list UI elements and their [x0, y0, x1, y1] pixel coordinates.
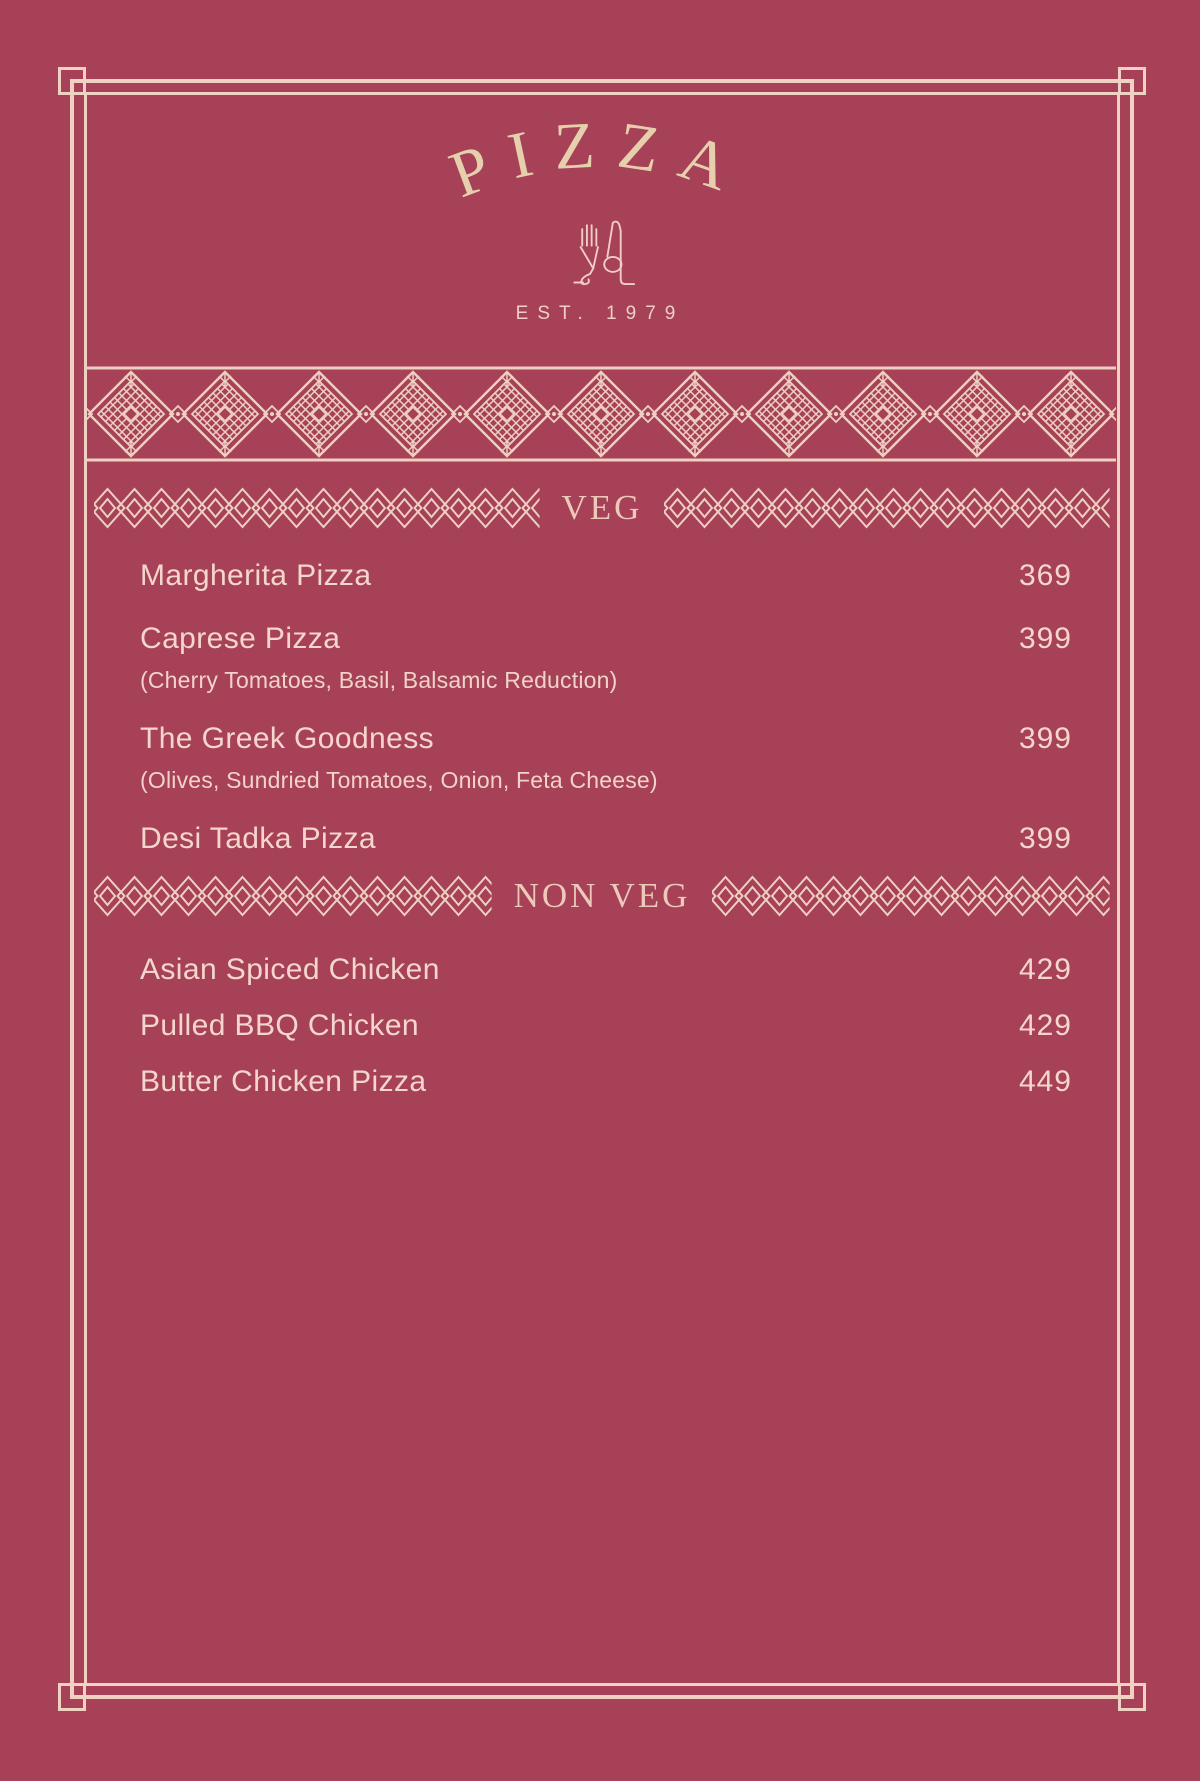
- diamond-chain-left: [94, 874, 492, 918]
- item-name: The Greek Goodness: [140, 722, 435, 755]
- svg-text:PIZZA: [441, 108, 759, 212]
- item-description: (Olives, Sundried Tomatoes, Onion, Feta Cheese): [140, 767, 658, 793]
- diamond-chain-right: [664, 486, 1110, 530]
- item-name: Caprese Pizza: [140, 622, 341, 655]
- item-price: 399: [1018, 722, 1072, 755]
- menu-section-veg: [140, 558, 1072, 884]
- diamond-chain-left: [94, 486, 540, 530]
- page-title-text: PIZZA: [440, 107, 759, 212]
- item-price: 429: [1018, 1009, 1072, 1042]
- menu-item: [140, 1064, 1072, 1100]
- section-header-veg: [94, 486, 1110, 530]
- item-price: 449: [1018, 1065, 1072, 1098]
- crossed-fork-and-spoon-icon: [572, 202, 638, 297]
- section-label-veg: VEG: [561, 488, 643, 527]
- item-name: Butter Chicken Pizza: [140, 1065, 427, 1098]
- item-price: 399: [1018, 822, 1072, 855]
- menu-item: [140, 721, 1072, 794]
- established-year: EST. 1979: [515, 303, 685, 324]
- corner-square-bottom-left: [58, 1683, 86, 1711]
- diamond-chain-right: [712, 874, 1110, 918]
- item-price: 399: [1018, 622, 1072, 655]
- item-name: Pulled BBQ Chicken: [140, 1009, 420, 1042]
- item-price: 369: [1018, 559, 1072, 592]
- corner-square-top-right: [1118, 67, 1146, 95]
- menu-item: [140, 952, 1072, 988]
- menu-item: [140, 821, 1072, 857]
- menu-section-nonveg: [140, 952, 1072, 1120]
- menu-item: [140, 558, 1072, 594]
- corner-square-top-left: [58, 67, 86, 95]
- section-label-nonveg: NON VEG: [513, 876, 691, 915]
- menu-item: [140, 1008, 1072, 1044]
- section-header-nonveg: [94, 874, 1110, 918]
- item-name: Margherita Pizza: [140, 559, 372, 592]
- menu-item: [140, 621, 1072, 694]
- item-name: Asian Spiced Chicken: [140, 953, 440, 986]
- item-description: (Cherry Tomatoes, Basil, Balsamic Reduction): [140, 667, 618, 693]
- item-price: 429: [1018, 953, 1072, 986]
- item-name: Desi Tadka Pizza: [140, 822, 376, 855]
- decorative-diamond-band: [84, 366, 1116, 462]
- corner-square-bottom-right: [1118, 1683, 1146, 1711]
